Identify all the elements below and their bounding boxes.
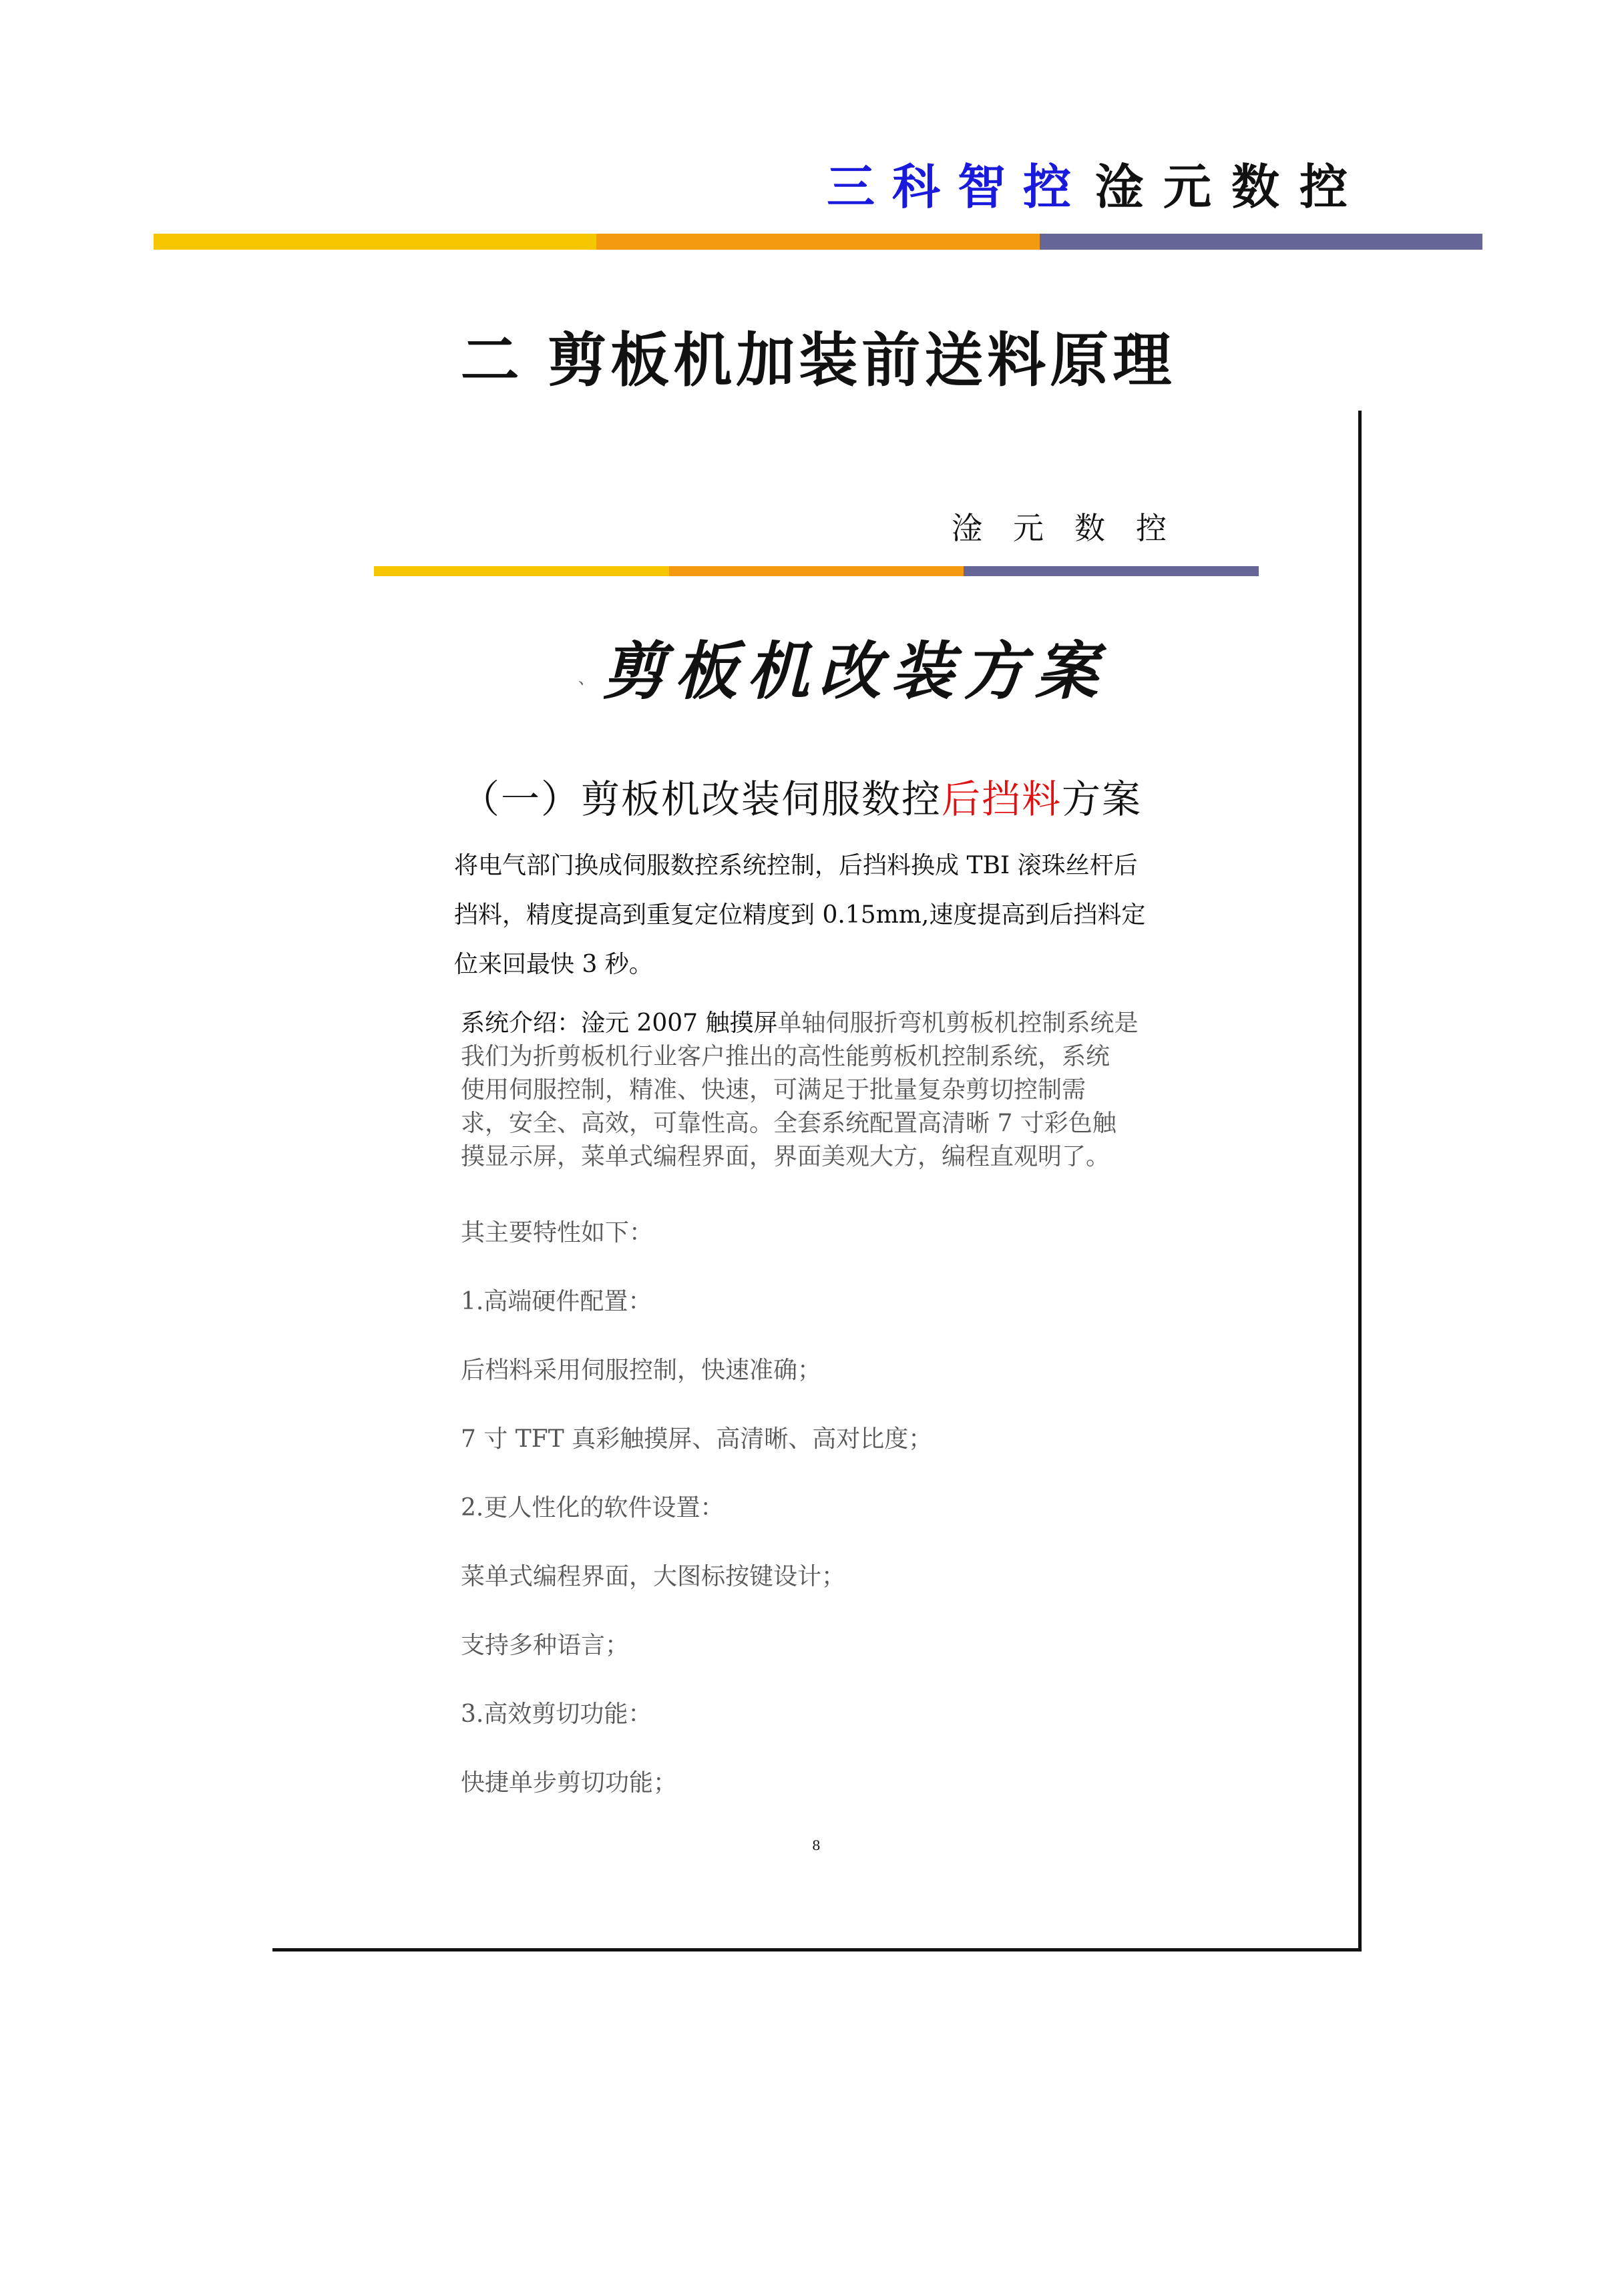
header-company: 淦元数控 (1095, 158, 1368, 215)
paragraph-line: 位来回最快 3 秒。 (454, 951, 653, 978)
intro-line: 单轴伺服折弯机剪板机控制系统是 (777, 1009, 1139, 1037)
bar-segment (154, 234, 596, 250)
plan-title: 剪板机改装方案 (602, 635, 1107, 708)
feature-item: 7 寸 TFT 真彩触摸屏、高清晰、高对比度； (461, 1425, 933, 1453)
heading-highlight: 后挡料 (942, 776, 1062, 822)
intro-lead: 系统介绍：淦元 2007 触摸屏 (461, 1009, 778, 1037)
inner-page-bottom-border (272, 1948, 1362, 1951)
system-intro (461, 1007, 1139, 1174)
bar-segment (374, 566, 669, 576)
inner-color-bar (374, 566, 1259, 576)
page-title: 二 剪板机加装前送料原理 (460, 325, 1176, 395)
heading-suffix: 方案 (1062, 776, 1143, 822)
feature-item: 1.高端硬件配置： (461, 1288, 652, 1315)
feature-item: 菜单式编程界面，大图标按键设计； (461, 1563, 846, 1590)
header-brand: 三科智控 (827, 158, 1089, 215)
page-number: 8 (812, 1837, 821, 1853)
heading-prefix: （一）剪板机改装伺服数控 (461, 776, 942, 822)
feature-item: 2.更人性化的软件设置： (461, 1494, 725, 1522)
feature-item: 支持多种语言； (461, 1632, 630, 1659)
intro-line: 摸显示屏，菜单式编程界面，界面美观大方，编程直观明了。 (461, 1143, 1110, 1170)
section-heading (461, 768, 1142, 824)
tick-mark: 、 (578, 669, 594, 688)
feature-item: 3.高效剪切功能： (461, 1700, 652, 1728)
feature-item: 后档料采用伺服控制，快速准确； (461, 1357, 822, 1384)
intro-line: 使用伺服控制，精准、快速，可满足于批量复杂剪切控制需 (461, 1076, 1086, 1104)
description-paragraph (454, 841, 1202, 989)
paragraph-line: 挡料，精度提高到重复定位精度到 0.15mm,速度提高到后挡料定 (454, 901, 1146, 929)
bar-segment (964, 566, 1259, 576)
bar-segment (1040, 234, 1482, 250)
inner-company: 淦元数控 (952, 510, 1197, 546)
bar-segment (596, 234, 1039, 250)
feature-item: 快捷单步剪切功能； (461, 1769, 678, 1797)
bar-segment (669, 566, 964, 576)
paragraph-line: 将电气部门换成伺服数控系统控制，后挡料换成 TBI 滚珠丝杆后 (454, 852, 1138, 879)
intro-line: 我们为折剪板机行业客户推出的高性能剪板机控制系统，系统 (461, 1043, 1110, 1070)
header-color-bar (154, 234, 1482, 250)
intro-line: 求，安全、高效，可靠性高。全套系统配置高清晰 7 寸彩色触 (461, 1110, 1116, 1137)
feature-item: 其主要特性如下： (461, 1219, 654, 1246)
